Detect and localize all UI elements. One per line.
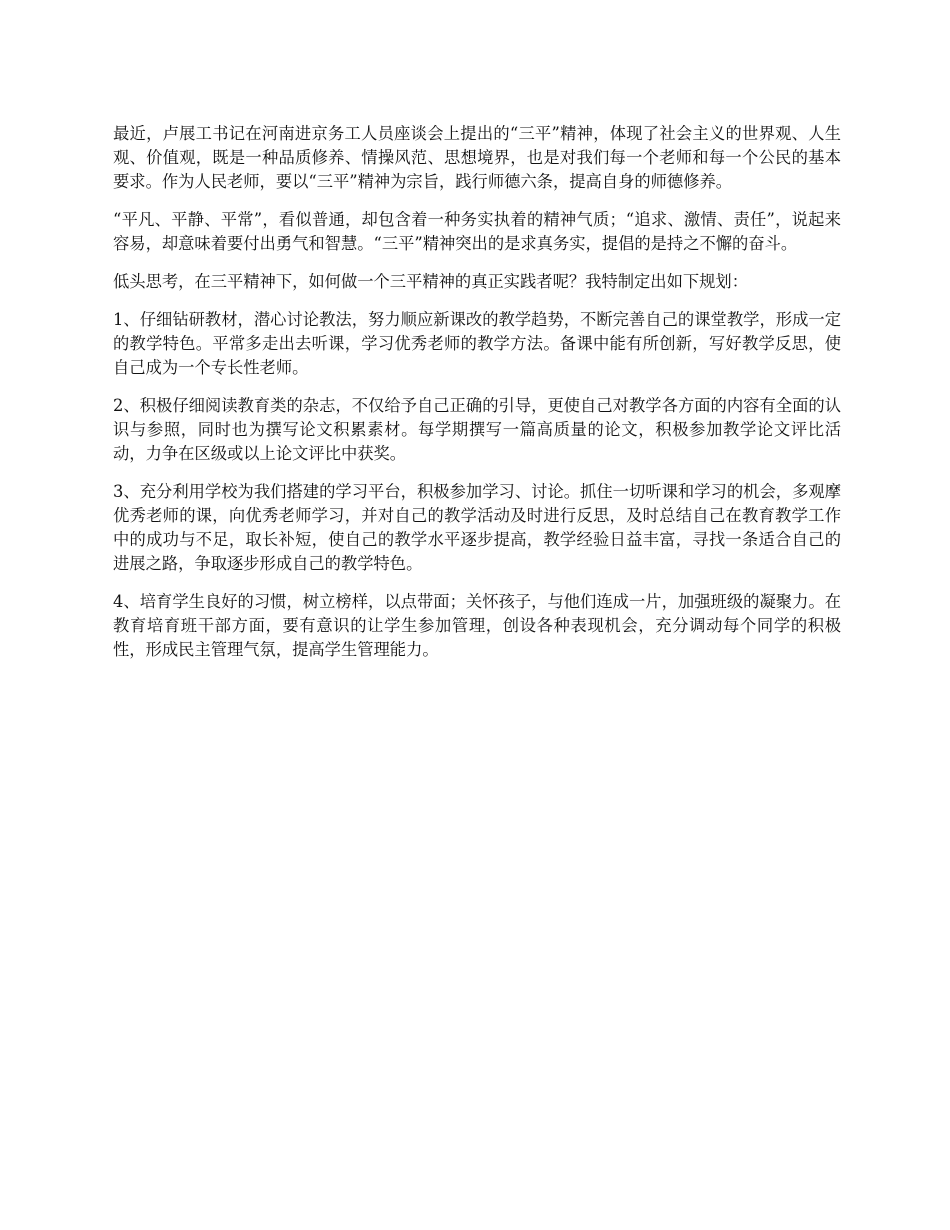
paragraph-three-ping: “平凡、平静、平常”，看似普通，却包含着一种务实执着的精神气质；“追求、激情、责任”，说起来容易，却意味着要付出勇气和智慧。“三平”精神突出的是求真务实，提倡的是持之不懈的奋斗。 [113, 210, 841, 253]
plan-item-1: 1、仔细钻研教材，潜心讨论教法，努力顺应新课改的教学趋势，不断完善自己的课堂教学，形成一定的教学特色。平常多走出去听课，学习优秀老师的教学方法。备课中能有所创新，写好教学反思，使自己成为一个专长性老师。 [113, 310, 841, 377]
paragraph-reflection: 低头思考，在三平精神下，如何做一个三平精神的真正实践者呢？我特制定出如下规划： [113, 272, 748, 291]
plan-item-2: 2、积极仔细阅读教育类的杂志，不仅给予自己正确的引导，更使自己对教学各方面的内容有全面的认识与参照，同时也为撰写论文积累素材。每学期撰写一篇高质量的论文，积极参加教学论文评比活动，力争在区级或以上论文评比中获奖。 [113, 396, 841, 463]
plan-item-4: 4、培育学生良好的习惯，树立榜样，以点带面；关怀孩子，与他们连成一片，加强班级的凝聚力。在教育培育班干部方面，要有意识的让学生参加管理，创设各种表现机会，充分调动每个同学的积极性，形成民主管理气氛，提高学生管理能力。 [113, 592, 841, 659]
document-body [113, 122, 841, 676]
plan-item-3: 3、充分利用学校为我们搭建的学习平台，积极参加学习、讨论。抓住一切听课和学习的机会，多观摩优秀老师的课，向优秀老师学习，并对自己的教学活动及时进行反思，及时总结自己在教育教学工作中的成功与不足，取长补短，使自己的教学水平逐步提高，教学经验日益丰富，寻找一条适合自己的进展之路，争取逐步形成自己的教学特色。 [113, 482, 841, 573]
paragraph-intro: 最近，卢展工书记在河南进京务工人员座谈会上提出的“三平”精神，体现了社会主义的世界观、人生观、价值观，既是一种品质修养、情操风范、思想境界，也是对我们每一个老师和每一个公民的基本要求。作为人民老师，要以“三平”精神为宗旨，践行师德六条，提高自身的师德修养。 [113, 124, 841, 191]
